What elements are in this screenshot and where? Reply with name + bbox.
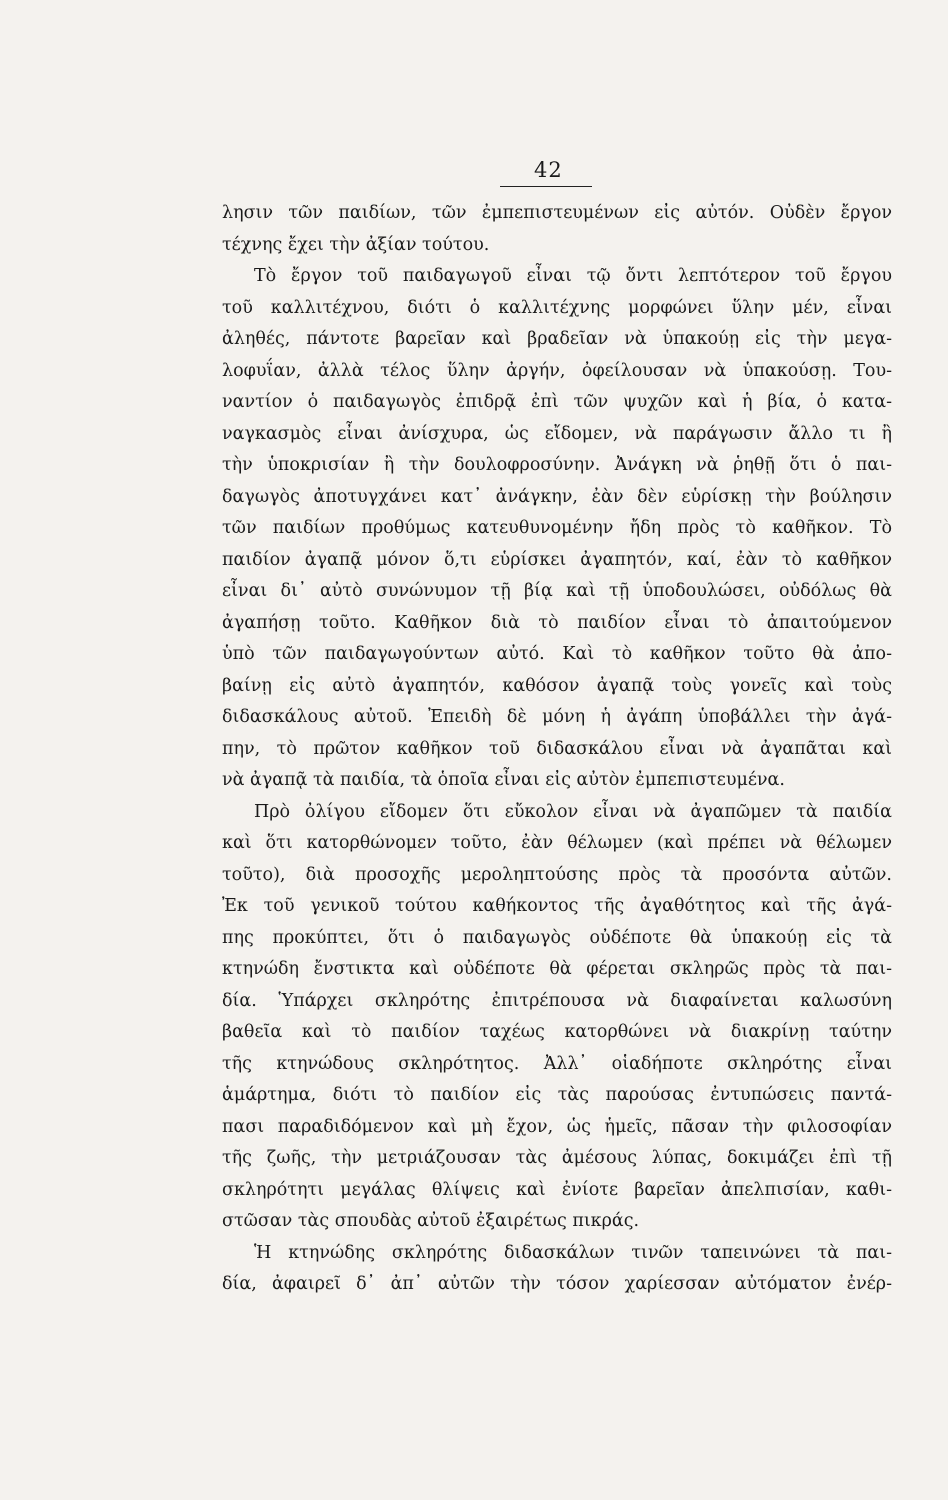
text-line: τοῦ καλλιτέχνου, διότι ὁ καλλιτέχνης μορφώνει ὕλην μέν, εἶναι	[222, 297, 892, 318]
text-line: τῆς κτηνώδους σκληρότητος. Ἀλλ᾽ οἱαδήποτε σκληρότης εἶναι	[222, 1053, 892, 1074]
text-line: ναγκασμὸς εἶναι ἀνίσχυρα, ὡς εἴδομεν, νὰ παράγωσιν ἄλλο τι ἢ	[222, 423, 892, 444]
text-line: κτηνώδη ἔνστικτα καὶ οὐδέποτε θὰ φέρεται σκληρῶς πρὸς τὰ παι-	[222, 959, 892, 979]
text-line: εἶναι δι᾽ αὐτὸ συνώνυμον τῇ βίᾳ καὶ τῇ ὑποδουλώσει, οὐδόλως θὰ	[222, 581, 892, 601]
text-line: τὴν ὑποκρισίαν ἢ τὴν δουλοφροσύνην. Ἀνάγκη νὰ ῥηθῇ ὅτι ὁ παι-	[222, 455, 892, 475]
text-line: παιδίον ἀγαπᾷ μόνον ὅ,τι εὑρίσκει ἀγαπητόν, καί, ἐὰν τὸ καθῆκον	[222, 549, 892, 570]
text-line: τῶν παιδίων προθύμως κατευθυνομένην ἤδη πρὸς τὸ καθῆκον. Τὸ	[222, 518, 892, 538]
text-line: ὑπὸ τῶν παιδαγωγούντων αὐτό. Καὶ τὸ καθῆκον τοῦτο θὰ ἀπο-	[222, 644, 892, 664]
text-line: ἁμάρτημα, διότι τὸ παιδίον εἰς τὰς παρούσας ἐντυπώσεις παντά-	[222, 1085, 892, 1105]
text-line: ἀγαπήσῃ τοῦτο. Καθῆκον διὰ τὸ παιδίον εἶναι τὸ ἀπαιτούμενον	[222, 612, 892, 633]
text-line: πην, τὸ πρῶτον καθῆκον τοῦ διδασκάλου εἶναι νὰ ἀγαπᾶται καὶ	[222, 738, 892, 759]
text-line: ἀληθές, πάντοτε βαρεῖαν καὶ βραδεῖαν νὰ ὑπακούῃ εἰς τὴν μεγα-	[222, 329, 892, 349]
text-line: καὶ ὅτι κατορθώνομεν τοῦτο, ἐὰν θέλωμεν (καὶ πρέπει νὰ θέλωμεν	[222, 833, 892, 853]
body-text	[222, 198, 892, 1301]
text-line: ναντίον ὁ παιδαγωγὸς ἐπιδρᾷ ἐπὶ τῶν ψυχῶν καὶ ἡ βία, ὁ κατα-	[222, 392, 892, 412]
text-line: τοῦτο), διὰ προσοχῆς μεροληπτούσης πρὸς τὰ προσόντα αὐτῶν.	[222, 864, 892, 885]
text-line: δαγωγὸς ἀποτυγχάνει κατ᾽ ἀνάγκην, ἐὰν δὲν εὑρίσκῃ τὴν βούλησιν	[222, 486, 892, 507]
text-line: Ἐκ τοῦ γενικοῦ τούτου καθήκοντος τῆς ἀγαθότητος καὶ τῆς ἀγά-	[222, 896, 892, 916]
text-line: Πρὸ ὀλίγου εἴδομεν ὅτι εὔκολον εἶναι νὰ ἀγαπῶμεν τὰ παιδία	[254, 801, 892, 822]
text-line: Τὸ ἔργον τοῦ παιδαγωγοῦ εἶναι τῷ ὄντι λεπτότερον τοῦ ἔργου	[254, 266, 892, 286]
header-rule	[500, 186, 592, 187]
text-line: νὰ ἀγαπᾷ τὰ παιδία, τὰ ὁποῖα εἶναι εἰς αὐτὸν ἐμπεπιστευμένα.	[222, 770, 785, 790]
text-line: πασι παραδιδόμενον καὶ μὴ ἔχον, ὡς ἡμεῖς, πᾶσαν τὴν φιλοσοφίαν	[222, 1116, 892, 1137]
text-line: πης προκύπτει, ὅτι ὁ παιδαγωγὸς οὐδέποτε θὰ ὑπακούῃ εἰς τὰ	[222, 927, 892, 948]
text-line: βαθεῖα καὶ τὸ παιδίον ταχέως κατορθώνει νὰ διακρίνῃ ταύτην	[222, 1022, 892, 1042]
text-line: δία, ἀφαιρεῖ δ᾽ ἀπ᾽ αὐτῶν τὴν τόσον χαρίεσσαν αὐτόματον ἐνέρ-	[222, 1274, 892, 1294]
text-line: βαίνῃ εἰς αὐτὸ ἀγαπητόν, καθόσον ἀγαπᾷ τοὺς γονεῖς καὶ τοὺς	[222, 675, 892, 696]
text-line: δία. Ὑπάρχει σκληρότης ἐπιτρέπουσα νὰ διαφαίνεται καλωσύνη	[222, 990, 892, 1011]
text-line: λοφυΐαν, ἀλλὰ τέλος ὕλην ἀργήν, ὀφείλουσαν νὰ ὑπακούσῃ. Του-	[222, 360, 892, 381]
page-number: 42	[534, 158, 563, 182]
text-line: τῆς ζωῆς, τὴν μετριάζουσαν τὰς ἀμέσους λύπας, δοκιμάζει ἐπὶ τῇ	[222, 1148, 892, 1168]
text-line: λησιν τῶν παιδίων, τῶν ἐμπεπιστευμένων εἰς αὐτόν. Οὐδὲν ἔργον	[222, 203, 892, 223]
text-line: τέχνης ἔχει τὴν ἀξίαν τούτου.	[222, 234, 490, 255]
text-line: στῶσαν τὰς σπουδὰς αὐτοῦ ἐξαιρέτως πικράς.	[222, 1211, 640, 1231]
text-line: διδασκάλους αὐτοῦ. Ἐπειδὴ δὲ μόνη ἡ ἀγάπη ὑποβάλλει τὴν ἀγά-	[222, 707, 892, 727]
text-line: σκληρότητι μεγάλας θλίψεις καὶ ἐνίοτε βαρεῖαν ἀπελπισίαν, καθι-	[222, 1179, 892, 1200]
text-line: Ἡ κτηνώδης σκληρότης διδασκάλων τινῶν ταπεινώνει τὰ παι-	[254, 1242, 892, 1263]
